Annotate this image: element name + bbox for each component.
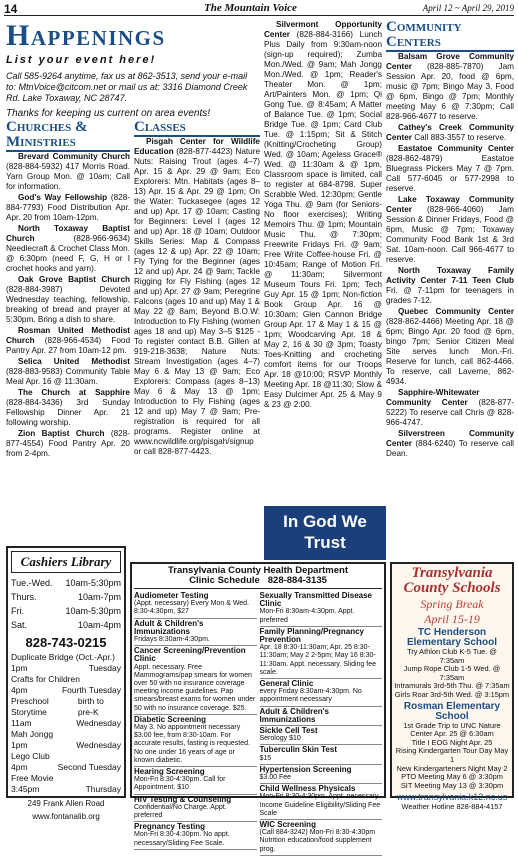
event-b: Wednesday: [76, 717, 121, 728]
item-name: Rosman United Methodist Church: [6, 326, 130, 345]
community-list: [386, 52, 514, 459]
silvermont-column: [264, 20, 382, 411]
event-b: Fourth Tuesday: [61, 684, 121, 695]
event-row: [11, 718, 121, 729]
spring-break-dates: April 15-19: [424, 612, 480, 626]
clinic-entry: [260, 591, 383, 627]
hours-day: Sat.: [11, 619, 28, 630]
event-b: Second Tuesday: [57, 761, 121, 772]
clinic-detail: every Friday 8:30am-4:30pm. No appointment necessary: [259, 688, 362, 704]
item-text: (828-884-3166) Lunch Plus Daily from 9:30am-noon (sign-up required); Zumba Mon./Wed. @ 9am; Mah Jongg Mon./Wed. @ 1pm; Reader's Theater Mon. @ 1pm; Art/Painters Mon. @ 1pm; Qi Gong Tue. @ 8:45am; A Matter of Balance Tue. @ 1pm; Social Bridge Tue. @ 1pm; Card Club Tue. @ 1:15pm; Sit & Stitch (Knitting/Crocheting Group) Wed. @ 10am; Ageless Grace® Wed. @ 11:30am & @ 1pm, Classroom space is limited, call to register at 684-8798. Super Scrabble Wed. 12:30pm; Gentle Yoga Thu. @ 9am (for Seniors-No floor exercises); Writing Memoirs Thu. @ 1pm; Mountain Music Thu. @ 7:30pm; Freewrite Fridays Fri. @ 9am; Free Write Coffee-house Fri. @ 10:45am; Range of Motion Fri. @ 11:30am; Silvermont Museum Tours Fri. 1pm; Tech Guy Apr. 15 @ 1pm; Non-fiction Book Group Apr. 16 @ 10:30am; Glen Cannon Bridge Group Apr. 17 & May 1 & 15 @ 1pm; Woodcarving Apr. 18 & May 2, 16 & 30 @ 3pm; Toasty Toes-Knitting and crocheting comfort items for our Troops Apr. 18 @10:00; RSVP Monthly Meeting Apr. 18 @11:30; Slow & Easy Dulcimer Apr. 25 & May 9 & 23 @ 2:00.: [264, 30, 382, 409]
item-text: (828-877-4423) Nature Nuts: Raising Trout (ages 4–7) Apr. 15 & Apr. 29 @ 9am; Eco Explorers: Mtn. Habitats (ages 8–13) Apr. 15 & Apr. 29 @ 1pm; On the Water: Tuckasegee (ages 12 and up) Apr. 17 @ 10am; Casting for Beginners: Level I (ages 12 and up) Apr. 18 @ 10am; Outdoor Skills Series: Map & Compass (ages 12 & up) Apr. 22 @ 10am; Fly Tying for the Beginner (ages 12 and up) Apr. 24 @ 9am; Tackle Rigging for Fly Fishing (ages 12 and up) Apr. 27 @ 9am; Peregrine Falcons (ages 10 and up) May 1 & May 22 @ 8am; Beyond B.O.W: Introduction to Fly Fishing (women ages 18 and up) May 3–5 $125 - To register contact B.B. Gillen at 919-218-3638; Nature Nuts: Stream Investigation (ages 4–7) May 6 & May 13 @ 9am; Eco Explorers: Compass (ages 8–13) May 6 & May 13 @ 1pm; Introduction to Fly Fishing (ages 12 and up) May 7 @ 9am; Pre-registration is required for all programs. Register online at www.ncwildlife.org/pisgah/signup or call 828-877-4423.: [134, 147, 260, 456]
health-title: Transylvania County Health Department: [167, 565, 349, 576]
clinic-entry: [260, 745, 383, 764]
clinic-detail: Mon-Fri 8:30-4:30pm. Call for Appointment. $10: [134, 776, 226, 792]
event-a: 4pm: [11, 761, 28, 772]
schools-website[interactable]: www.transylvania.k12.nc.us: [396, 792, 508, 803]
health-columns: [134, 591, 382, 856]
hours-row: [11, 604, 121, 618]
library-address: 249 Frank Allen Road: [27, 798, 105, 808]
list-item: [6, 326, 130, 356]
clinic-detail: $3.00 Fee: [259, 774, 292, 782]
tc-henderson-events: [394, 648, 510, 700]
event-a: Preschool Storytime: [11, 695, 49, 717]
item-text: (828-884-3436) 3rd Sunday Fellowship Dinner Apr. 21 following worship.: [6, 398, 130, 427]
item-name: Sapphire-Whitewater Community Center: [386, 388, 480, 407]
event-row: [11, 773, 121, 784]
event-row: [11, 740, 121, 751]
health-title-block: [134, 566, 382, 589]
clinic-detail: Confidential/No Charge. Appt. preferred: [134, 803, 227, 820]
hours-day: Fri.: [11, 605, 24, 616]
item-text: (828-966-9634) Needlecraft & Crochet Class Mon. @ 6:30pm (need F, G, H or I crochet hooks and yarn).: [6, 234, 130, 273]
item-text: Fri. @ 7-11pm for teenagers in grades 7-12.: [386, 286, 514, 305]
item-name: God's Way Fellowship: [18, 193, 108, 202]
list-item: [386, 123, 514, 143]
clinic-detail: Mon-Fri 8:30am-4:30pm. Appt. preferred: [259, 608, 355, 624]
event-a: 1pm: [11, 662, 28, 673]
event-a: Duplicate Bridge (Oct.-Apr.): [11, 651, 115, 662]
item-name: Pisgah Center for Wildlife Education: [134, 137, 260, 156]
event-row: [11, 652, 121, 663]
health-phone: 828-884-3135: [267, 575, 327, 586]
clinic-entry: [134, 619, 257, 647]
weather-hotline: Weather Hotline 828-884-4157: [401, 802, 503, 812]
item-text: (828-877-5222) To reserve call Chris @ 828-966-4747.: [386, 398, 514, 427]
list-item: [386, 266, 514, 306]
item-text: (828-862-4879) Eastatoe Bluegrass Pickers May 7 @ 7pm. Call 577-6045 or 577-2998 to reserve.: [386, 154, 514, 193]
clinic-title: WIC Screening: [259, 820, 316, 830]
clinic-entry: [134, 822, 257, 850]
school-event: Intramurals 3rd-5th Thu. @ 7:35am: [394, 681, 510, 691]
item-name: Quebec Community Center: [398, 307, 514, 316]
clinic-title: Sexually Transmitted Disease Clinic: [259, 591, 372, 609]
list-item: [6, 224, 130, 274]
clinic-detail: Mon-Fri 8:30-4:30pm. No appt. necessary/Sliding Fee Scale.: [134, 831, 230, 847]
item-name: Selica United Methodist: [18, 357, 130, 366]
item-name: North Toxaway Baptist Church: [6, 224, 130, 243]
rosman-title: Rosman Elementary School: [403, 700, 501, 722]
school-event: Girls Roar 3rd-5th Wed. @ 3:15pm: [394, 689, 510, 699]
churches-list: [6, 152, 130, 459]
hours-time: 10am-7pm: [77, 591, 121, 602]
churches-column: [6, 120, 130, 460]
item-name: The Church at Sapphire: [18, 388, 130, 397]
item-text: (828-877-4554) Food Pantry Apr. 20 from 2-4pm.: [6, 429, 131, 458]
event-row: [11, 696, 121, 718]
health-right-column: [260, 591, 383, 856]
hours-day: Thurs.: [11, 591, 37, 602]
library-events: [11, 652, 121, 795]
event-row: [11, 751, 121, 762]
list-item: [386, 307, 514, 387]
health-left-column: [134, 591, 257, 856]
clinic-title: Hypertension Screening: [259, 764, 352, 774]
clinic-detail: Apr. 18 8:30-11:30am; Apr. 25 8:30-11:30am; May 2 2-5pm; May 16 8:30-11:30am. Appt. necessary. Sliding fee scale.: [259, 644, 376, 676]
library-title: Cashiers Library: [11, 551, 121, 573]
churches-heading: Churches & Ministries: [6, 120, 130, 152]
community-heading: Community Centers: [386, 20, 514, 52]
item-text: Call 883-3557 to reserve.: [414, 133, 507, 142]
clinic-entry: [134, 795, 257, 823]
clinic-title: Cancer Screening/Prevention Clinic: [134, 646, 246, 664]
clinic-detail: Serology $10: [259, 735, 301, 743]
clinic-detail: Appt. necessary. Free Mammograms/pap smears for women over 50 with no insurance coverage meeting income guidelines. Pap smears/breast exams for women under 50 with no insurance coverage. $25.: [134, 663, 256, 712]
item-text: (828-862-4466) Meeting Apr. 18 @ 6pm; Bingo Apr. 20 food @ 6pm, bingo 7pm; Senior Citizen Meal Site serves lunch Mon.-Fri. Reserve for lunch, call 862-4466. To reserve, call Laverne, 862-4934.: [386, 317, 514, 386]
clinic-title: Adult & Children's Immunizations: [134, 618, 204, 636]
contact-info: Call 585-9264 anytime, fax us at 862-3513, send your e-mail to: MtnVoice@citcom.net or mail us at: 3316 Diamond Creek Rd. Lake Toxaway, NC 28747.: [6, 71, 248, 103]
school-event: PTO Meeting May 6 @ 3:30pm: [401, 772, 503, 782]
clinic-detail: $15: [259, 754, 272, 762]
event-b: birth to pre-K: [77, 695, 104, 717]
event-b: Tuesday: [88, 662, 121, 673]
item-text: (828-885-7870) Jam Session Apr. 20, food @ 6pm, music @ 7pm; Bingo May 3, Food @ 6pm, Bingo @ 7pm; Monthly meeting May 6 @ 7:30pm; Call 828-966-4677 to reserve.: [386, 62, 514, 121]
clinic-title: Child Wellness Physicals: [259, 784, 356, 794]
item-name: Eastatoe Community Center: [398, 144, 514, 153]
happenings-subtitle: List your event here!: [6, 54, 157, 66]
event-a: 4pm: [11, 684, 28, 695]
school-event: Rising Kindergarten Tour Day May 1: [395, 746, 509, 764]
school-event: 1st Grade Trip to UNC Nature Center Apr. 25 @ 6:30am: [403, 720, 501, 739]
silvermont-list: [264, 20, 382, 410]
clinic-title: Sickle Cell Test: [259, 726, 318, 736]
happenings-header: [6, 20, 258, 120]
item-name: Silvermont Opportunity Center: [264, 20, 382, 39]
library-website[interactable]: www.fontanalib.org: [32, 812, 100, 822]
hours-day: Tue.-Wed.: [11, 577, 53, 588]
library-phone: 828-743-0215: [25, 634, 107, 650]
event-b: Thursday: [85, 783, 121, 794]
event-row: [11, 674, 121, 685]
page-number: 14: [4, 2, 18, 16]
list-item: [6, 193, 130, 223]
event-a: Free Movie: [11, 772, 54, 783]
clinic-detail: (Appt. necessary) Every Mon & Wed. 8:30-4:30pm, $27: [134, 600, 250, 616]
list-item: [386, 429, 514, 459]
event-row: [11, 762, 121, 773]
item-text: (828-884-3987) Devoted Wednesday teaching, fellowship, breaking of bread and prayer at 5:30pm. Bring a dish to share.: [6, 285, 130, 324]
event-b: Wednesday: [76, 739, 121, 750]
clinic-title: Adult & Children's Immunizations: [259, 706, 329, 724]
event-a: Lego Club: [11, 750, 50, 761]
school-event: Try Athlon Club K-5 Tue. @ 7:35am: [407, 647, 497, 665]
clinic-entry: [134, 646, 257, 715]
clinic-entry: [260, 627, 383, 679]
item-name: Balsam Grove Community Center: [386, 52, 514, 71]
clinic-detail: (Call 884-3242) Mon-Fri 8:30-4:30pm Nutrition education/food supplement prog.: [259, 829, 376, 853]
hours-row: [11, 590, 121, 604]
clinic-title: Audiometer Testing: [134, 591, 209, 600]
school-event: SIT Meeting May 13 @ 3:30pm: [400, 780, 504, 790]
list-item: [6, 429, 130, 459]
clinic-entry: [134, 591, 257, 619]
item-text: (828-966-4534) Food Pantry Apr. 27 from 10am-12 pm.: [6, 336, 130, 355]
hours-row: [11, 618, 121, 632]
community-column: [386, 20, 514, 460]
page-header: [4, 2, 514, 16]
event-row: [11, 784, 121, 795]
list-item: [264, 20, 382, 410]
issue-dates: April 12 ~ April 29, 2019: [422, 3, 514, 13]
clinic-title: Diabetic Screening: [134, 714, 207, 724]
item-name: Zion Baptist Church: [18, 429, 105, 438]
list-item: [386, 144, 514, 194]
item-text: (828-883-9583) Community Table Meal Apr. 16 @ 11:30am.: [6, 367, 130, 386]
library-hours: [11, 576, 121, 632]
item-text: (828-884-5932) 417 Morris Road. Yarn Group Mon. @ 10am; Call for information.: [6, 162, 130, 191]
schools-title: Transylvania County Schools: [403, 565, 501, 596]
schools-box: [390, 562, 514, 812]
hours-row: [11, 576, 121, 590]
event-a: 3:45pm: [11, 783, 40, 794]
school-event: New Kindergarteners Night May 2: [396, 763, 508, 773]
clinic-title: Tuberculin Skin Test: [259, 745, 337, 755]
event-a: 11am: [11, 717, 32, 728]
rosman-events: [394, 722, 510, 791]
item-name: Silverstreen Community Center: [386, 429, 514, 448]
hours-time: 10am-5:30pm: [65, 605, 121, 616]
happenings-title: Happenings: [6, 19, 166, 52]
list-item: [134, 137, 260, 457]
event-a: Mah Jongg: [11, 728, 54, 739]
clinic-detail: Mon-Fri 8:30-4:30pm. Appt. necessary. Income Guideline Eligibility/Sliding Fee Scale: [259, 793, 381, 817]
clinic-detail: May 3. No appointment necessary $3.00 fee, from 8:30-10am. For accurate results, fasting is requested. No one under 16 years of age or known diabetic.: [134, 724, 250, 764]
list-item: [6, 388, 130, 428]
hours-time: 10am-4pm: [77, 619, 121, 630]
item-text: (828-884-7793) Food Distribution Apr. Apr. 20 from 10am-12pm.: [6, 193, 130, 222]
clinic-entry: [134, 767, 257, 795]
list-item: [6, 275, 130, 325]
in-god-we-trust-box: In God We Trust: [264, 506, 386, 560]
clinic-entry: [134, 715, 257, 767]
list-item: [6, 357, 130, 387]
clinic-entry: [260, 679, 383, 707]
list-item: [386, 52, 514, 122]
event-row: [11, 685, 121, 696]
school-event: Title I EOG Night Apr. 25: [411, 737, 493, 747]
classes-column: [134, 120, 260, 458]
school-event: Jump Rope Club 1-5 Wed. @ 7:35am: [403, 664, 501, 682]
item-text: (884-6240) To reserve call Dean.: [386, 439, 514, 458]
health-subtitle-line: [134, 576, 382, 586]
item-name: North Toxaway Family Activity Center 7-11 Teen Club: [386, 266, 514, 285]
event-a: 1pm: [11, 739, 28, 750]
item-name: Brevard Community Church: [18, 152, 130, 161]
clinic-entry: [260, 765, 383, 784]
clinic-title: HIV Testing & Counseling: [134, 794, 232, 804]
list-item: [386, 388, 514, 428]
event-row: [11, 729, 121, 740]
masthead: The Mountain Voice: [204, 2, 297, 14]
clinic-entry: [260, 820, 383, 856]
health-subtitle: Clinic Schedule: [189, 575, 260, 586]
clinic-entry: [260, 707, 383, 726]
item-name: Lake Toxaway Community Center: [386, 195, 514, 214]
classes-list: [134, 137, 260, 457]
item-text: (828-966-4060) Jam Session & Dinner Fridays, Food @ 6pm, Music @ 7pm; Toxaway Community Food Bank 1st & 3rd Sat. 10am-noon. Call 966-4677 to reserve.: [386, 205, 514, 264]
thanks-line: Thanks for keeping us current on area events!: [6, 107, 211, 119]
clinic-entry: [260, 784, 383, 820]
list-item: [6, 152, 130, 192]
spring-break: Spring Break: [420, 597, 484, 611]
clinic-title: General Clinic: [259, 679, 314, 689]
event-row: [11, 663, 121, 674]
library-box: [6, 546, 126, 822]
hours-time: 10am-5:30pm: [65, 577, 121, 588]
clinic-title: Family Planning/Pregnancy Prevention: [259, 626, 364, 645]
event-a: Crafts for Children: [11, 673, 80, 684]
item-name: Cathey's Creek Community Center: [386, 123, 514, 142]
classes-heading: Classes: [134, 120, 260, 137]
clinic-entry: [260, 726, 383, 745]
tc-henderson-title: TC Henderson Elementary School: [406, 627, 498, 648]
clinic-title: Hearing Screening: [134, 767, 205, 777]
item-name: Oak Grove Baptist Church: [18, 275, 130, 284]
clinic-detail: Fridays 8:30am-4:30pm.: [134, 636, 210, 644]
health-department-box: [130, 562, 386, 853]
clinic-title: Pregnancy Testing: [134, 822, 205, 832]
list-item: [386, 195, 514, 265]
